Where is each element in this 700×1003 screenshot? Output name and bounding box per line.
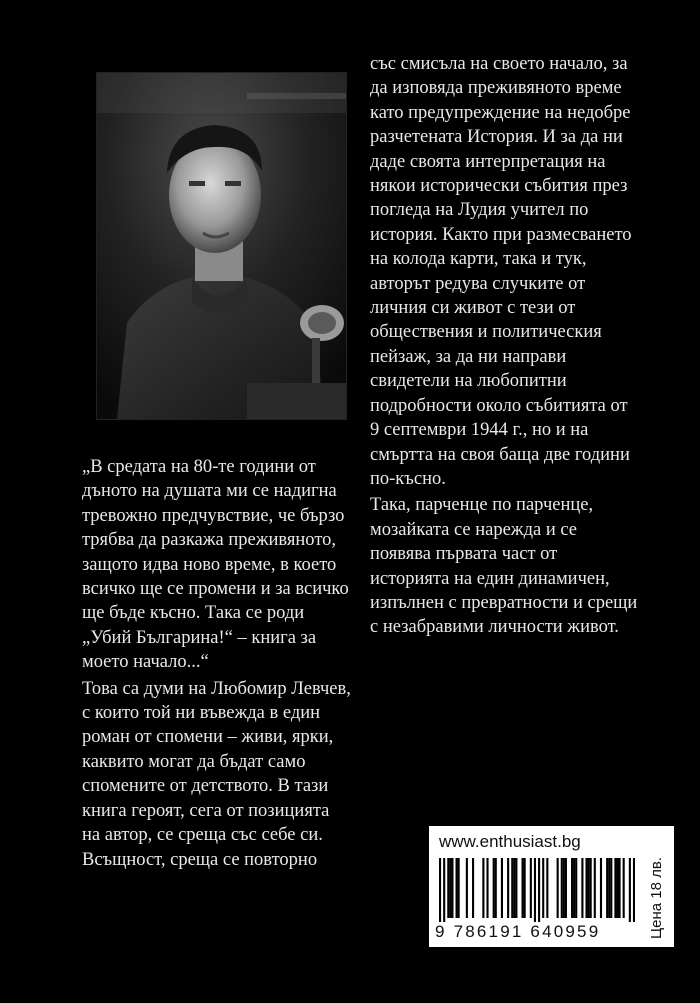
barcode-bar	[456, 858, 458, 918]
barcode-bar	[458, 858, 460, 918]
barcode-panel	[429, 826, 674, 947]
barcode-bar	[557, 858, 559, 918]
barcode-bar	[507, 858, 509, 918]
barcode-bar	[501, 858, 503, 918]
barcode-bar	[522, 858, 524, 918]
barcode-bar	[581, 858, 583, 918]
barcode-bar	[472, 858, 474, 918]
barcode-bar	[575, 858, 577, 918]
barcode-bar	[495, 858, 497, 918]
barcode-bar	[439, 858, 441, 922]
barcode-bar	[534, 858, 536, 922]
barcode-bar	[563, 858, 565, 918]
barcode-bar	[524, 858, 526, 918]
barcode-bar	[466, 858, 468, 918]
barcode-bar	[511, 858, 513, 918]
barcode-bar	[606, 858, 608, 918]
right-paragraph-2: Така, парченце по парченце, мозайката се нарежда и се появява първата част от историята на един динамичен, изпълнен с превратности и срещи с незабравими личности живот.	[370, 495, 638, 638]
barcode-bar	[443, 858, 445, 922]
publisher-website: www.enthusiast.bg	[439, 832, 581, 851]
left-paragraph-1: „В средата на 80-те години от дъното на душата ми се надигна тревожно предчувствие, че бързо трябва да разкажа преживяното, защото идва ново време, в което всичко ще се промени и за всичко ще бъде късно. Така се роди „Убий Българина!“ – книга за моето начало...“	[82, 457, 349, 673]
barcode-bar	[610, 858, 612, 918]
isbn-number: 9 786191 640959	[435, 922, 601, 941]
left-text-column	[82, 455, 352, 872]
right-text-column	[370, 52, 638, 640]
barcode-bar	[449, 858, 451, 918]
barcode-bar	[513, 858, 515, 918]
barcode-bar	[565, 858, 567, 918]
barcode-bar	[451, 858, 453, 918]
barcode-bar	[616, 858, 618, 918]
barcode-bar	[618, 858, 620, 918]
isbn-barcode	[439, 858, 635, 922]
barcode-bar	[588, 858, 590, 918]
left-paragraph-2: Това са думи на Любомир Левчев, с които той ни въвежда в един роман от спомени – живи, ярки, каквито могат да бъдат само спомените от детството. В тази книга героят, сега от позицията на автор, се среща със себе си. Всъщност, среща се повторно	[82, 678, 351, 870]
barcode-bar	[447, 858, 449, 918]
barcode-bar	[530, 858, 532, 918]
barcode-bar	[561, 858, 563, 918]
barcode-bar	[571, 858, 573, 918]
price-label: Цена 18 лв.	[648, 857, 665, 939]
barcode-bar	[538, 858, 540, 922]
right-paragraph-1: със смисъла на своето начало, за да изповяда преживяното време като предупреждение на недобре разчетената История. И за да ни даде своята интерпретация на някои исторически събития през погледа на Лудия учител по история. Както при размесването на колода карти, така и тук, авторът редува случките от личния си живот с тези от обществения и политическия пейзаж, за да ни направи свидетели на любопитни подробности около събитията от 9 септември 1944 г., но и на смъртта на своя баща две години по-късно.	[370, 54, 632, 489]
barcode-bar	[594, 858, 596, 918]
barcode-bar	[486, 858, 488, 918]
author-photo	[96, 72, 347, 420]
barcode-bar	[573, 858, 575, 918]
barcode-bar	[600, 858, 602, 918]
barcode-bar	[614, 858, 616, 918]
barcode-bar	[633, 858, 635, 922]
barcode-bar	[629, 858, 631, 922]
barcode-bar	[542, 858, 544, 918]
barcode-bar	[482, 858, 484, 918]
barcode-bar	[546, 858, 548, 918]
barcode-bar	[493, 858, 495, 918]
barcode-bar	[515, 858, 517, 918]
barcode-bar	[608, 858, 610, 918]
barcode-bar	[585, 858, 587, 918]
barcode-bar	[623, 858, 625, 918]
barcode-bar	[590, 858, 592, 918]
